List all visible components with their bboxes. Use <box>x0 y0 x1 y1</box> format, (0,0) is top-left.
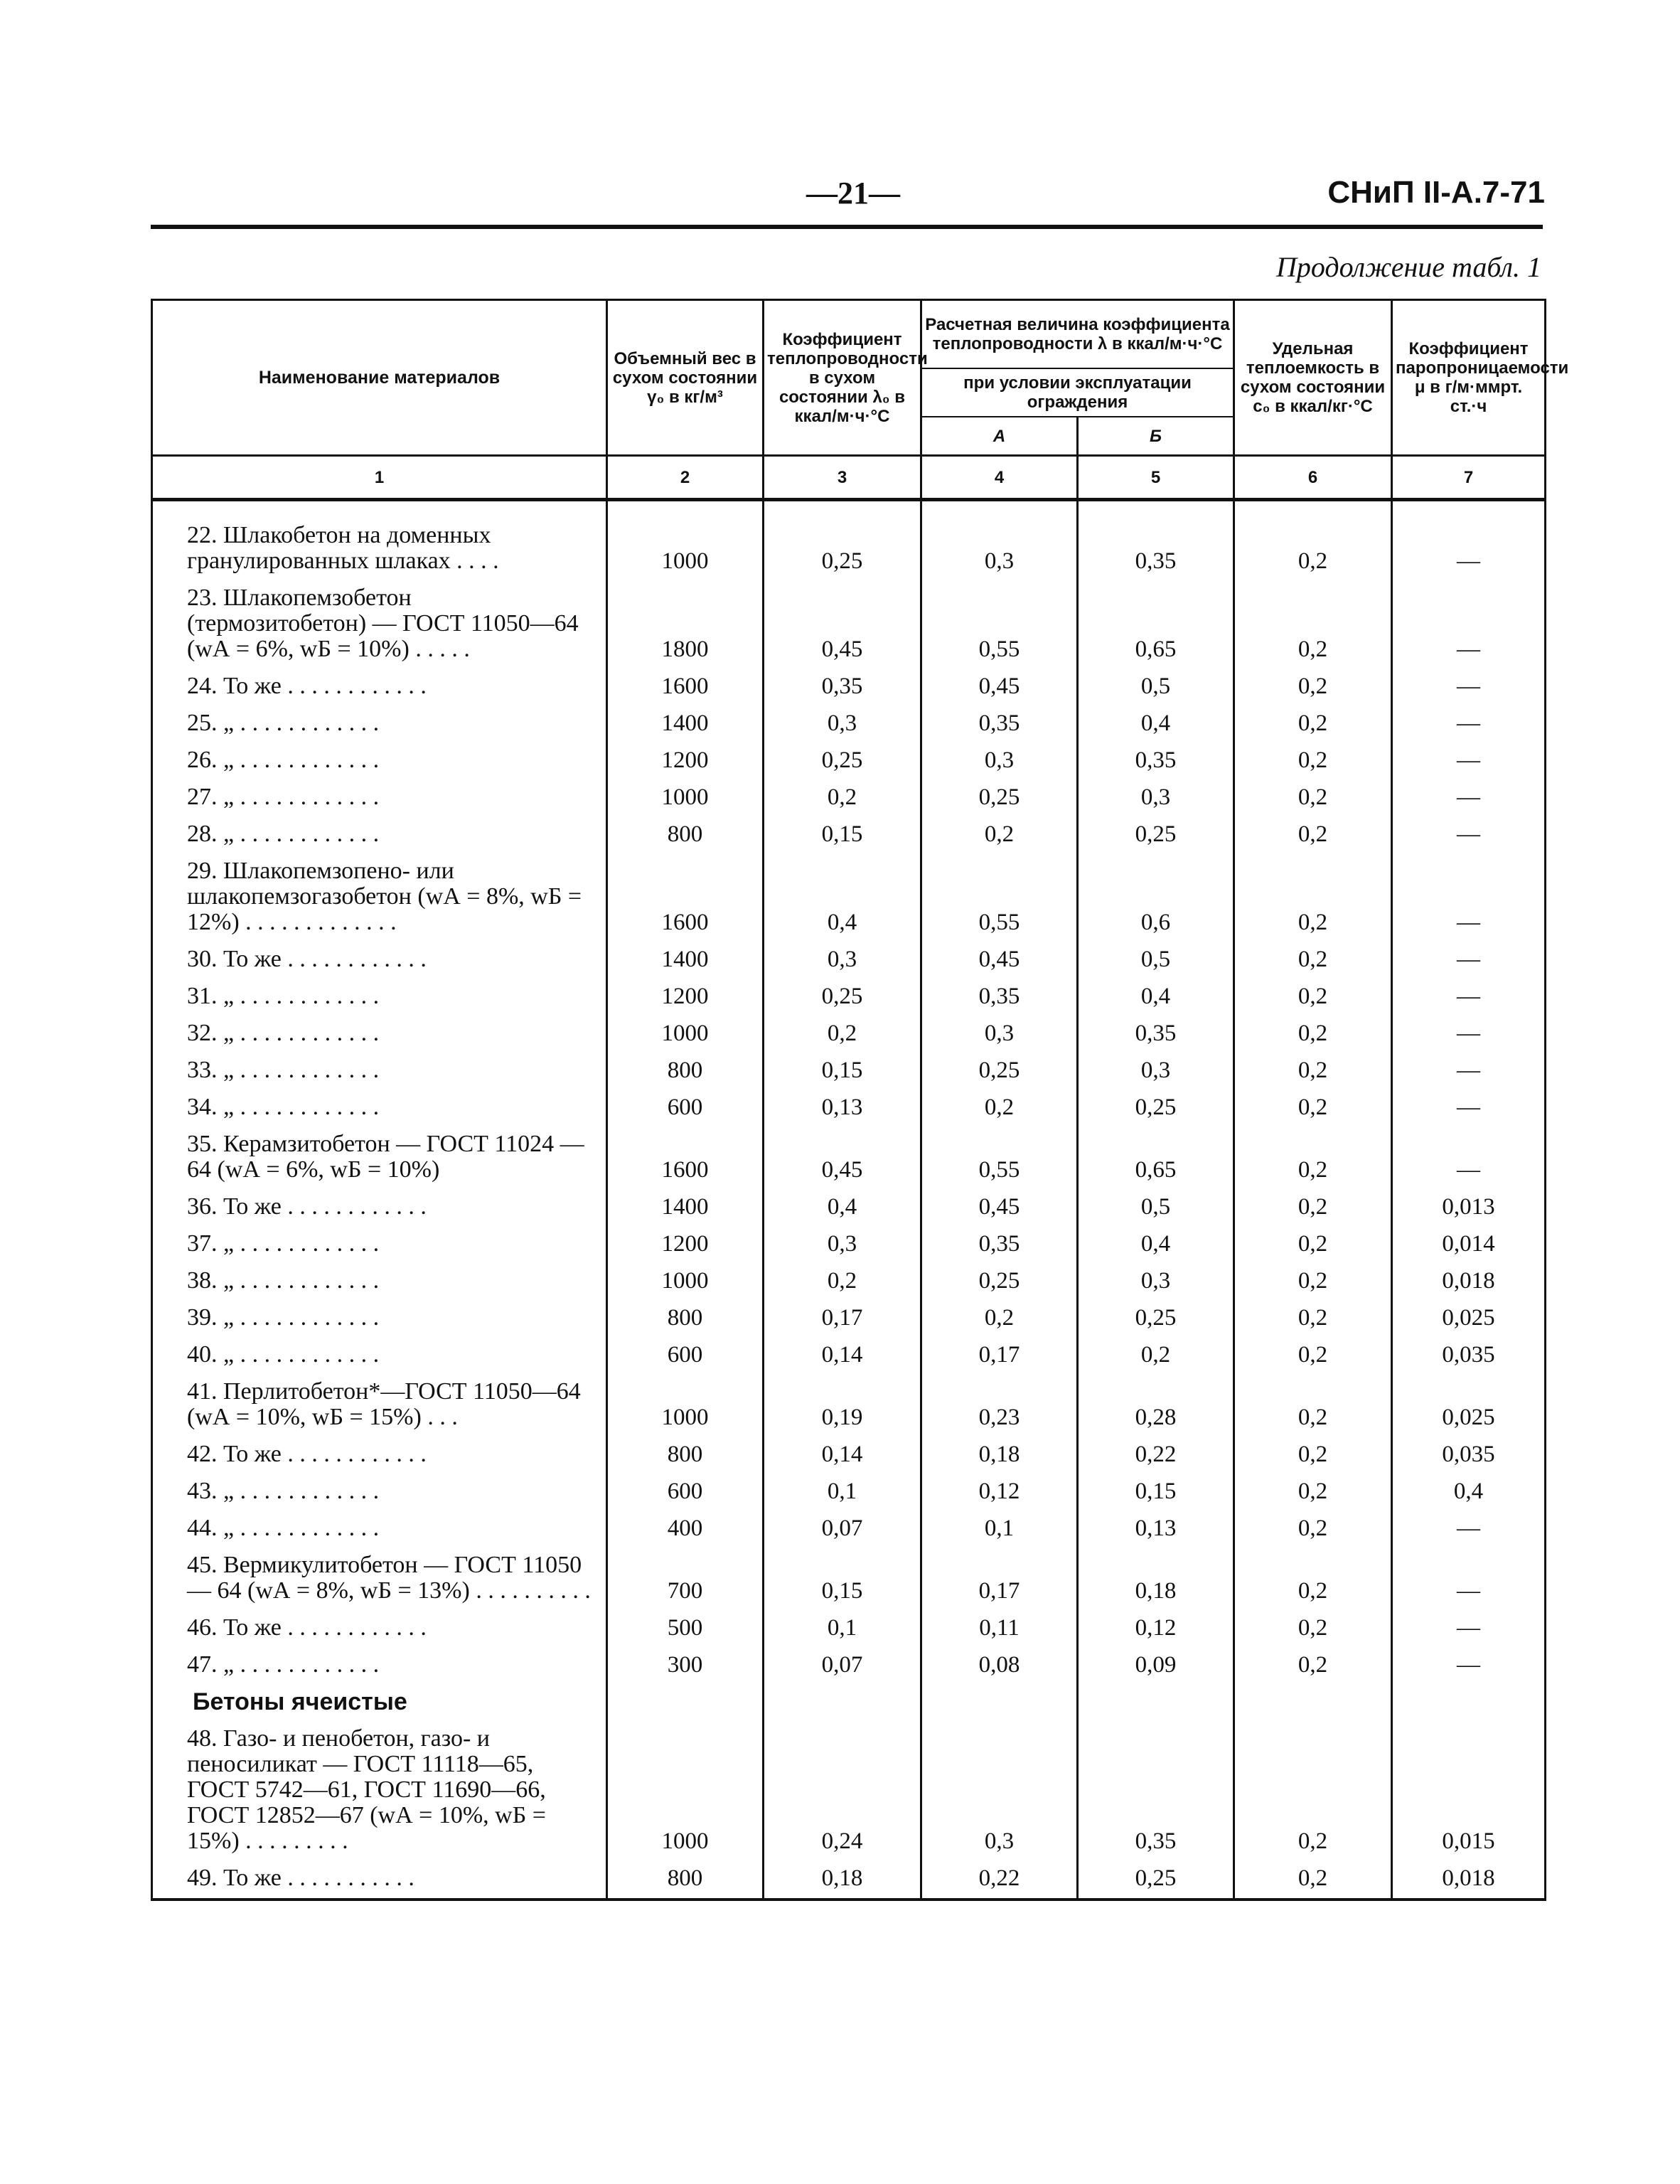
permeability-cell: 0,035 <box>1392 1436 1546 1473</box>
lambda0-cell: 0,2 <box>764 1015 921 1052</box>
lambda0-cell: 0,3 <box>764 1225 921 1262</box>
material-name-cell: 38. „ . . . . . . . . . . . . <box>152 1262 607 1299</box>
table-row <box>152 1126 1546 1188</box>
lambda0-cell: 0,4 <box>764 1188 921 1225</box>
calc-a-cell: 0,35 <box>921 1225 1078 1262</box>
heat-capacity-cell: 0,2 <box>1234 978 1392 1015</box>
lambda0-cell: 0,19 <box>764 1373 921 1436</box>
calc-b-cell: 0,28 <box>1078 1373 1234 1436</box>
column-number-4: 4 <box>921 456 1078 500</box>
header-conductivity: Коэффициент теплопроводности в сухом состоянии λ₀ в ккал/м·ч·°С <box>764 300 921 456</box>
lambda0-cell: 0,1 <box>764 1473 921 1510</box>
table-row <box>152 1473 1546 1510</box>
lambda0-cell: 0,15 <box>764 816 921 853</box>
calc-b-cell: 0,35 <box>1078 500 1234 580</box>
table-row <box>152 1225 1546 1262</box>
calc-a-cell: 0,2 <box>921 1299 1078 1336</box>
material-name-cell: 35. Керамзитобетон — ГОСТ 11024 — 64 (wА = 6%, wБ = 10%) <box>152 1126 607 1188</box>
lambda0-cell: 0,4 <box>764 853 921 941</box>
table-row <box>152 1510 1546 1547</box>
lambda0-cell: 0,14 <box>764 1336 921 1373</box>
table-row <box>152 1373 1546 1436</box>
calc-a-cell <box>921 1683 1078 1720</box>
calc-b-cell: 0,22 <box>1078 1436 1234 1473</box>
calc-a-cell: 0,55 <box>921 580 1078 668</box>
calc-b-cell <box>1078 1683 1234 1720</box>
material-name-cell: 26. „ . . . . . . . . . . . . <box>152 742 607 779</box>
heat-capacity-cell: 0,2 <box>1234 1089 1392 1126</box>
density-cell: 1600 <box>607 668 764 705</box>
lambda0-cell: 0,1 <box>764 1609 921 1646</box>
density-cell: 1200 <box>607 978 764 1015</box>
heat-capacity-cell: 0,2 <box>1234 1262 1392 1299</box>
permeability-cell: — <box>1392 1089 1546 1126</box>
density-cell: 600 <box>607 1473 764 1510</box>
calc-b-cell: 0,5 <box>1078 668 1234 705</box>
heat-capacity-cell: 0,2 <box>1234 816 1392 853</box>
calc-a-cell: 0,55 <box>921 853 1078 941</box>
calc-b-cell: 0,3 <box>1078 779 1234 816</box>
permeability-cell: — <box>1392 1126 1546 1188</box>
heat-capacity-cell: 0,2 <box>1234 1336 1392 1373</box>
material-name-cell: 47. „ . . . . . . . . . . . . <box>152 1646 607 1683</box>
calc-b-cell: 0,4 <box>1078 705 1234 742</box>
table-row <box>152 941 1546 978</box>
column-number-6: 6 <box>1234 456 1392 500</box>
table-row <box>152 1052 1546 1089</box>
table-row <box>152 1299 1546 1336</box>
section-heading-row <box>152 1683 1546 1720</box>
table-row <box>152 1609 1546 1646</box>
table-row <box>152 779 1546 816</box>
material-name-cell: 29. Шлакопемзопено- или шлакопемзогазобетон (wА = 8%, wБ = 12%) . . . . . . . . . . . . . <box>152 853 607 941</box>
calc-b-cell: 0,35 <box>1078 1015 1234 1052</box>
calc-a-cell: 0,3 <box>921 500 1078 580</box>
calc-b-cell: 0,13 <box>1078 1510 1234 1547</box>
lambda0-cell: 0,25 <box>764 978 921 1015</box>
density-cell: 1600 <box>607 853 764 941</box>
calc-a-cell: 0,2 <box>921 816 1078 853</box>
lambda0-cell: 0,45 <box>764 1126 921 1188</box>
calc-b-cell: 0,3 <box>1078 1262 1234 1299</box>
density-cell: 400 <box>607 1510 764 1547</box>
table-row <box>152 1188 1546 1225</box>
permeability-cell: — <box>1392 705 1546 742</box>
material-name-cell: 23. Шлакопемзобетон (термозитобетон) — ГОСТ 11050—64 (wА = 6%, wБ = 10%) . . . . . <box>152 580 607 668</box>
calc-a-cell: 0,12 <box>921 1473 1078 1510</box>
calc-b-cell: 0,2 <box>1078 1336 1234 1373</box>
density-cell: 700 <box>607 1547 764 1609</box>
table-row <box>152 1336 1546 1373</box>
permeability-cell: — <box>1392 1015 1546 1052</box>
permeability-cell: 0,4 <box>1392 1473 1546 1510</box>
lambda0-cell: 0,45 <box>764 580 921 668</box>
heat-capacity-cell: 0,2 <box>1234 1510 1392 1547</box>
header-calc-conductivity: Расчетная величина коэффициента теплопроводности λ в ккал/м·ч·°С <box>921 300 1234 369</box>
heat-capacity-cell: 0,2 <box>1234 1473 1392 1510</box>
calc-b-cell: 0,5 <box>1078 1188 1234 1225</box>
table-row <box>152 1860 1546 1900</box>
lambda0-cell: 0,15 <box>764 1052 921 1089</box>
calc-a-cell: 0,45 <box>921 668 1078 705</box>
calc-a-cell: 0,3 <box>921 742 1078 779</box>
material-name-cell: 44. „ . . . . . . . . . . . . <box>152 1510 607 1547</box>
heat-capacity-cell: 0,2 <box>1234 1609 1392 1646</box>
material-name-cell: 41. Перлитобетон*—ГОСТ 11050—64 (wА = 10%, wБ = 15%) . . . <box>152 1373 607 1436</box>
permeability-cell: — <box>1392 853 1546 941</box>
lambda0-cell: 0,2 <box>764 1262 921 1299</box>
material-name-cell: 48. Газо- и пенобетон, газо- и пеносиликат — ГОСТ 11118—65, ГОСТ 5742—61, ГОСТ 11690—66, ГОСТ 12852—67 (wА = 10%, wБ = 15%) . . . . . . . . . <box>152 1720 607 1860</box>
material-name-cell: 28. „ . . . . . . . . . . . . <box>152 816 607 853</box>
material-name-cell: 36. То же . . . . . . . . . . . . <box>152 1188 607 1225</box>
heat-capacity-cell: 0,2 <box>1234 742 1392 779</box>
table-row <box>152 705 1546 742</box>
material-name-cell: 45. Вермикулитобетон — ГОСТ 11050 — 64 (wА = 8%, wБ = 13%) . . . . . . . . . . <box>152 1547 607 1609</box>
permeability-cell: — <box>1392 779 1546 816</box>
calc-b-cell: 0,5 <box>1078 941 1234 978</box>
table-body <box>152 500 1546 1900</box>
permeability-cell: — <box>1392 1646 1546 1683</box>
density-cell: 1000 <box>607 500 764 580</box>
permeability-cell: 0,013 <box>1392 1188 1546 1225</box>
calc-b-cell: 0,65 <box>1078 1126 1234 1188</box>
table-row <box>152 978 1546 1015</box>
density-cell: 1000 <box>607 1720 764 1860</box>
lambda0-cell: 0,14 <box>764 1436 921 1473</box>
lambda0-cell: 0,18 <box>764 1860 921 1900</box>
calc-a-cell: 0,3 <box>921 1015 1078 1052</box>
section-heading: Бетоны ячеистые <box>152 1683 607 1720</box>
materials-table <box>151 299 1569 1901</box>
heat-capacity-cell <box>1234 1683 1392 1720</box>
column-number-3: 3 <box>764 456 921 500</box>
permeability-cell: 0,035 <box>1392 1336 1546 1373</box>
heat-capacity-cell: 0,2 <box>1234 1052 1392 1089</box>
calc-b-cell: 0,6 <box>1078 853 1234 941</box>
calc-b-cell: 0,15 <box>1078 1473 1234 1510</box>
heat-capacity-cell: 0,2 <box>1234 1547 1392 1609</box>
header-name: Наименование материалов <box>152 300 607 456</box>
permeability-cell: 0,015 <box>1392 1720 1546 1860</box>
column-number-5: 5 <box>1078 456 1234 500</box>
calc-a-cell: 0,25 <box>921 779 1078 816</box>
lambda0-cell: 0,3 <box>764 941 921 978</box>
material-name-cell: 37. „ . . . . . . . . . . . . <box>152 1225 607 1262</box>
permeability-cell <box>1392 1683 1546 1720</box>
lambda0-cell: 0,25 <box>764 500 921 580</box>
lambda0-cell <box>764 1683 921 1720</box>
density-cell <box>607 1683 764 1720</box>
density-cell: 800 <box>607 1299 764 1336</box>
calc-a-cell: 0,25 <box>921 1262 1078 1299</box>
lambda0-cell: 0,24 <box>764 1720 921 1860</box>
header-condition-a: А <box>921 417 1078 456</box>
table-row <box>152 1720 1546 1860</box>
calc-a-cell: 0,18 <box>921 1436 1078 1473</box>
calc-a-cell: 0,45 <box>921 941 1078 978</box>
calc-a-cell: 0,45 <box>921 1188 1078 1225</box>
lambda0-cell: 0,25 <box>764 742 921 779</box>
material-name-cell: 25. „ . . . . . . . . . . . . <box>152 705 607 742</box>
heat-capacity-cell: 0,2 <box>1234 1860 1392 1900</box>
calc-a-cell: 0,2 <box>921 1089 1078 1126</box>
header-conditions: при условии эксплуатации ограждения <box>921 368 1234 417</box>
calc-b-cell: 0,3 <box>1078 1052 1234 1089</box>
heat-capacity-cell: 0,2 <box>1234 1720 1392 1860</box>
density-cell: 1000 <box>607 1373 764 1436</box>
permeability-cell: 0,018 <box>1392 1860 1546 1900</box>
material-name-cell: 49. То же . . . . . . . . . . . <box>152 1860 607 1900</box>
density-cell: 500 <box>607 1609 764 1646</box>
permeability-cell: — <box>1392 580 1546 668</box>
lambda0-cell: 0,13 <box>764 1089 921 1126</box>
calc-a-cell: 0,3 <box>921 1720 1078 1860</box>
heat-capacity-cell: 0,2 <box>1234 1373 1392 1436</box>
lambda0-cell: 0,07 <box>764 1510 921 1547</box>
density-cell: 1400 <box>607 1188 764 1225</box>
document-code: СНиП II-А.7-71 <box>1327 175 1545 210</box>
calc-b-cell: 0,4 <box>1078 1225 1234 1262</box>
heat-capacity-cell: 0,2 <box>1234 1299 1392 1336</box>
permeability-cell: 0,025 <box>1392 1373 1546 1436</box>
material-name-cell: 40. „ . . . . . . . . . . . . <box>152 1336 607 1373</box>
column-number-2: 2 <box>607 456 764 500</box>
lambda0-cell: 0,35 <box>764 668 921 705</box>
density-cell: 1400 <box>607 705 764 742</box>
table-row <box>152 853 1546 941</box>
calc-b-cell: 0,09 <box>1078 1646 1234 1683</box>
calc-a-cell: 0,22 <box>921 1860 1078 1900</box>
lambda0-cell: 0,3 <box>764 705 921 742</box>
column-number-7: 7 <box>1392 456 1546 500</box>
density-cell: 600 <box>607 1336 764 1373</box>
calc-b-cell: 0,25 <box>1078 816 1234 853</box>
heat-capacity-cell: 0,2 <box>1234 500 1392 580</box>
heat-capacity-cell: 0,2 <box>1234 1188 1392 1225</box>
calc-b-cell: 0,25 <box>1078 1860 1234 1900</box>
permeability-cell: 0,014 <box>1392 1225 1546 1262</box>
permeability-cell: 0,018 <box>1392 1262 1546 1299</box>
density-cell: 800 <box>607 816 764 853</box>
column-number-1: 1 <box>152 456 607 500</box>
lambda0-cell: 0,17 <box>764 1299 921 1336</box>
density-cell: 1600 <box>607 1126 764 1188</box>
density-cell: 300 <box>607 1646 764 1683</box>
table-row <box>152 1436 1546 1473</box>
header-heat-capacity: Удельная теплоемкость в сухом состоянии с₀ в ккал/кг·°С <box>1234 300 1392 456</box>
table-row <box>152 500 1546 580</box>
permeability-cell: — <box>1392 742 1546 779</box>
calc-a-cell: 0,23 <box>921 1373 1078 1436</box>
table-row <box>152 742 1546 779</box>
page-number: —21— <box>806 176 900 211</box>
permeability-cell: — <box>1392 816 1546 853</box>
permeability-cell: — <box>1392 941 1546 978</box>
calc-b-cell: 0,25 <box>1078 1299 1234 1336</box>
density-cell: 800 <box>607 1436 764 1473</box>
table-row <box>152 1262 1546 1299</box>
table-row <box>152 1646 1546 1683</box>
material-name-cell: 30. То же . . . . . . . . . . . . <box>152 941 607 978</box>
density-cell: 1000 <box>607 1015 764 1052</box>
heat-capacity-cell: 0,2 <box>1234 1225 1392 1262</box>
heat-capacity-cell: 0,2 <box>1234 779 1392 816</box>
calc-a-cell: 0,55 <box>921 1126 1078 1188</box>
lambda0-cell: 0,07 <box>764 1646 921 1683</box>
heat-capacity-cell: 0,2 <box>1234 941 1392 978</box>
table-row <box>152 580 1546 668</box>
permeability-cell: — <box>1392 1609 1546 1646</box>
material-name-cell: 39. „ . . . . . . . . . . . . <box>152 1299 607 1336</box>
material-name-cell: 22. Шлакобетон на доменных гранулированных шлаках . . . . <box>152 500 607 580</box>
material-name-cell: 43. „ . . . . . . . . . . . . <box>152 1473 607 1510</box>
density-cell: 1000 <box>607 779 764 816</box>
heat-capacity-cell: 0,2 <box>1234 668 1392 705</box>
material-name-cell: 31. „ . . . . . . . . . . . . <box>152 978 607 1015</box>
density-cell: 800 <box>607 1860 764 1900</box>
header-rule <box>151 225 1543 229</box>
material-name-cell: 32. „ . . . . . . . . . . . . <box>152 1015 607 1052</box>
header-density: Объемный вес в сухом состоянии γ₀ в кг/м³ <box>607 300 764 456</box>
heat-capacity-cell: 0,2 <box>1234 1126 1392 1188</box>
header-condition-b: Б <box>1078 417 1234 456</box>
table-row <box>152 816 1546 853</box>
permeability-cell: — <box>1392 668 1546 705</box>
material-name-cell: 27. „ . . . . . . . . . . . . <box>152 779 607 816</box>
material-name-cell: 34. „ . . . . . . . . . . . . <box>152 1089 607 1126</box>
calc-b-cell: 0,18 <box>1078 1547 1234 1609</box>
permeability-cell: — <box>1392 1547 1546 1609</box>
permeability-cell: — <box>1392 1052 1546 1089</box>
material-name-cell: 42. То же . . . . . . . . . . . . <box>152 1436 607 1473</box>
calc-a-cell: 0,08 <box>921 1646 1078 1683</box>
table-continuation-label: Продолжение табл. 1 <box>1275 251 1541 283</box>
permeability-cell: — <box>1392 978 1546 1015</box>
calc-a-cell: 0,35 <box>921 978 1078 1015</box>
table-row <box>152 1547 1546 1609</box>
material-name-cell: 33. „ . . . . . . . . . . . . <box>152 1052 607 1089</box>
density-cell: 1400 <box>607 941 764 978</box>
table-row <box>152 1015 1546 1052</box>
calc-b-cell: 0,4 <box>1078 978 1234 1015</box>
heat-capacity-cell: 0,2 <box>1234 1015 1392 1052</box>
density-cell: 1800 <box>607 580 764 668</box>
permeability-cell: — <box>1392 500 1546 580</box>
material-name-cell: 46. То же . . . . . . . . . . . . <box>152 1609 607 1646</box>
calc-a-cell: 0,17 <box>921 1336 1078 1373</box>
header-permeability: Коэффициент паропроницаемости μ в г/м·ммрт. ст.·ч <box>1392 300 1546 456</box>
calc-a-cell: 0,35 <box>921 705 1078 742</box>
calc-a-cell: 0,11 <box>921 1609 1078 1646</box>
calc-b-cell: 0,65 <box>1078 580 1234 668</box>
lambda0-cell: 0,15 <box>764 1547 921 1609</box>
calc-a-cell: 0,25 <box>921 1052 1078 1089</box>
heat-capacity-cell: 0,2 <box>1234 1436 1392 1473</box>
heat-capacity-cell: 0,2 <box>1234 705 1392 742</box>
calc-b-cell: 0,12 <box>1078 1609 1234 1646</box>
density-cell: 1200 <box>607 742 764 779</box>
table-row <box>152 668 1546 705</box>
density-cell: 800 <box>607 1052 764 1089</box>
calc-b-cell: 0,35 <box>1078 1720 1234 1860</box>
table-row <box>152 1089 1546 1126</box>
heat-capacity-cell: 0,2 <box>1234 853 1392 941</box>
permeability-cell: — <box>1392 1510 1546 1547</box>
calc-b-cell: 0,25 <box>1078 1089 1234 1126</box>
heat-capacity-cell: 0,2 <box>1234 580 1392 668</box>
calc-a-cell: 0,1 <box>921 1510 1078 1547</box>
material-name-cell: 24. То же . . . . . . . . . . . . <box>152 668 607 705</box>
heat-capacity-cell: 0,2 <box>1234 1646 1392 1683</box>
density-cell: 1200 <box>607 1225 764 1262</box>
density-cell: 1000 <box>607 1262 764 1299</box>
permeability-cell: 0,025 <box>1392 1299 1546 1336</box>
lambda0-cell: 0,2 <box>764 779 921 816</box>
calc-b-cell: 0,35 <box>1078 742 1234 779</box>
density-cell: 600 <box>607 1089 764 1126</box>
calc-a-cell: 0,17 <box>921 1547 1078 1609</box>
